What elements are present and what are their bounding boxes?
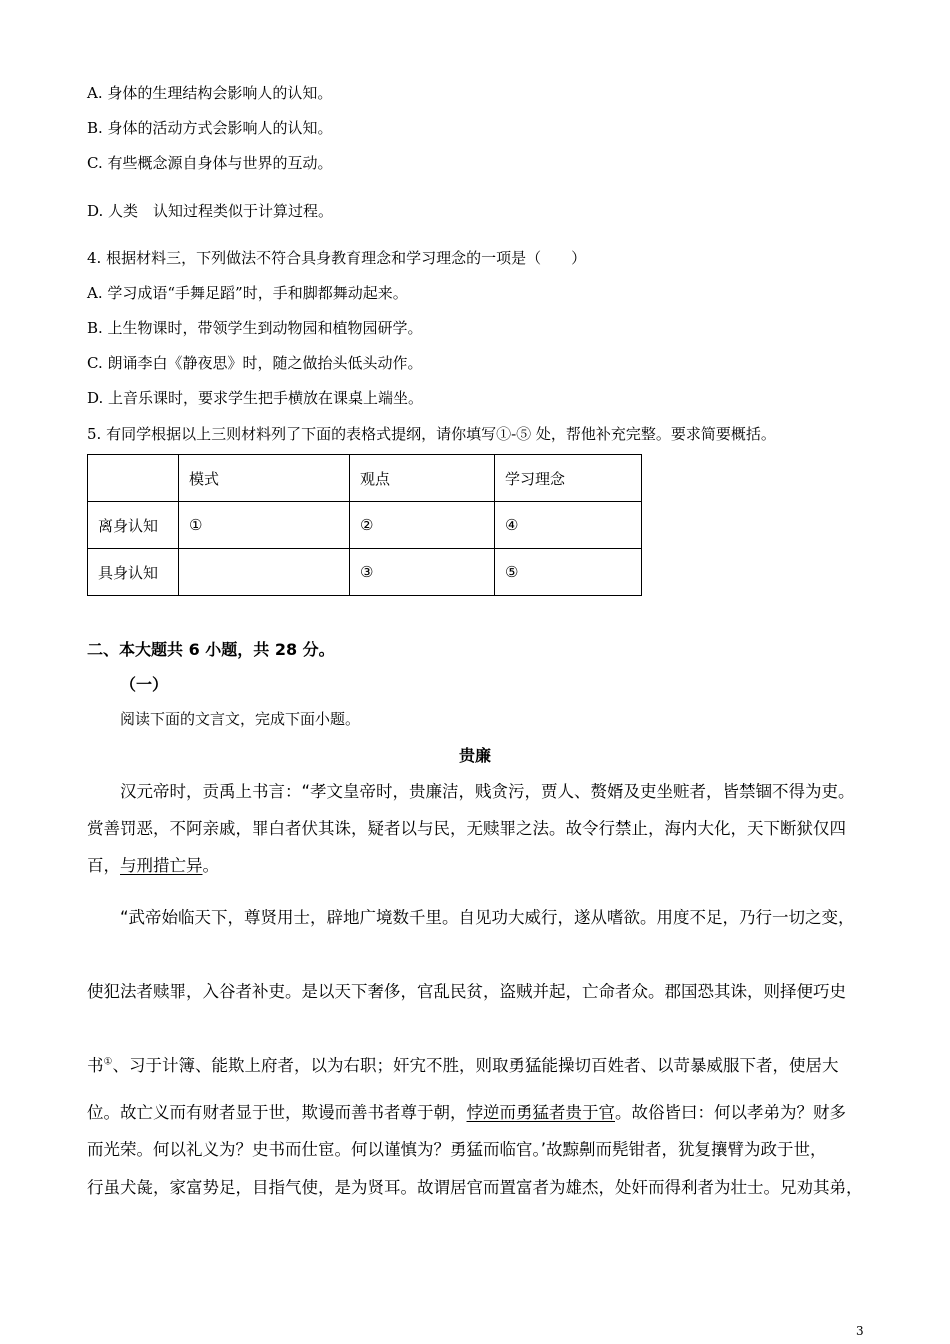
q3-option-d: D. 人类 认知过程类似于计算过程。 xyxy=(87,202,334,220)
table-header-cell: 学习理念 xyxy=(495,455,642,502)
table-cell xyxy=(179,549,350,596)
q4-option-c: C. 朗诵李白《静夜思》时，随之做抬头低头动作。 xyxy=(87,354,423,372)
underlined-phrase: 与刑措亡异 xyxy=(120,856,203,875)
passage-line: 行虽犬彘，家富势足，目指气使，是为贤耳。故谓居官而置富者为雄杰，处奸而得利者为壮士。兄劝其弟， xyxy=(87,1178,863,1197)
passage-text: 位。故亡义而有财者显于世，欺谩而善书者尊于朝， xyxy=(87,1103,467,1122)
table-row xyxy=(88,502,642,549)
passage-text: 书 xyxy=(87,1056,104,1075)
table-cell: ② xyxy=(350,502,495,549)
table-cell: ⑤ xyxy=(495,549,642,596)
table-cell: ③ xyxy=(350,549,495,596)
passage-line: 汉元帝时，贡禹上书言：“孝文皇帝时，贵廉洁，贱贪污，贾人、赘婿及吏坐赃者，皆禁锢不得为吏。 xyxy=(87,782,855,801)
table-cell: 具身认知 xyxy=(88,549,179,596)
footnote-marker: ① xyxy=(103,1056,113,1068)
outline-table xyxy=(87,454,642,596)
table-header-cell xyxy=(88,455,179,502)
table-cell: ④ xyxy=(495,502,642,549)
q4-option-a: A. 学习成语“手舞足蹈”时，手和脚都舞动起来。 xyxy=(87,284,408,302)
table-cell: ① xyxy=(179,502,350,549)
page-number: 3 xyxy=(856,1324,864,1338)
table-header-row xyxy=(88,455,642,502)
passage-line: 而光荣。何以礼义为？史书而仕宦。何以谨慎为？勇猛而临官。’故黥劓而髡钳者，犹复攘臂为政于世， xyxy=(87,1140,827,1159)
passage-line: 赏善罚恶，不阿亲戚，罪白者伏其诛，疑者以与民，无赎罪之法。故令行禁止，海内大化，天下断狱仅四 xyxy=(87,819,846,838)
passage-line: 使犯法者赎罪，入谷者补吏。是以天下奢侈，官乱民贫，盗贼并起，亡命者众。郡国恐其诛，则择便巧史 xyxy=(87,982,846,1001)
passage-line xyxy=(87,852,867,876)
q5-stem: 5. 有同学根据以上三则材料列了下面的表格式提纲，请你填写①-⑤ 处，帮他补充完整。要求简要概括。 xyxy=(87,425,776,443)
q3-option-b: B. 身体的活动方式会影响人的认知。 xyxy=(87,119,333,137)
passage-text: 、习于计簿、能欺上府者，以为右职；奸宄不胜，则取勇猛能操切百姓者、以苛暴威服下者，使居大 xyxy=(112,1056,839,1075)
q4-option-b: B. 上生物课时，带领学生到动物园和植物园研学。 xyxy=(87,319,423,337)
passage-text: 百， xyxy=(87,856,120,875)
passage-line xyxy=(87,1099,867,1123)
passage-text: 。 xyxy=(202,856,219,875)
table-row xyxy=(88,549,642,596)
q4-option-d: D. 上音乐课时，要求学生把手横放在课桌上端坐。 xyxy=(87,389,424,407)
passage-text: 。故俗皆曰：何以孝弟为？财多 xyxy=(615,1103,846,1122)
subsection-heading: （一） xyxy=(120,675,169,694)
q4-stem: 4. 根据材料三，下列做法不符合具身教育理念和学习理念的一项是（ ） xyxy=(87,249,587,267)
passage-line: “武帝始临天下，尊贤用士，辟地广境数千里。自见功大威行，遂从嗜欲。用度不足，乃行一切之变， xyxy=(87,908,855,927)
table-cell: 离身认知 xyxy=(88,502,179,549)
passage-line xyxy=(87,1052,867,1076)
section-heading: 二、本大题共 6 小题，共 28 分。 xyxy=(87,640,335,659)
table-header-cell: 模式 xyxy=(179,455,350,502)
passage-title: 贵廉 xyxy=(458,746,491,765)
table-header-cell: 观点 xyxy=(350,455,495,502)
q3-option-a: A. 身体的生理结构会影响人的认知。 xyxy=(87,84,333,102)
q3-option-c: C. 有些概念源自身体与世界的互动。 xyxy=(87,154,333,172)
reading-instruction: 阅读下面的文言文，完成下面小题。 xyxy=(120,710,361,728)
underlined-phrase: 悖逆而勇猛者贵于官 xyxy=(466,1103,615,1122)
